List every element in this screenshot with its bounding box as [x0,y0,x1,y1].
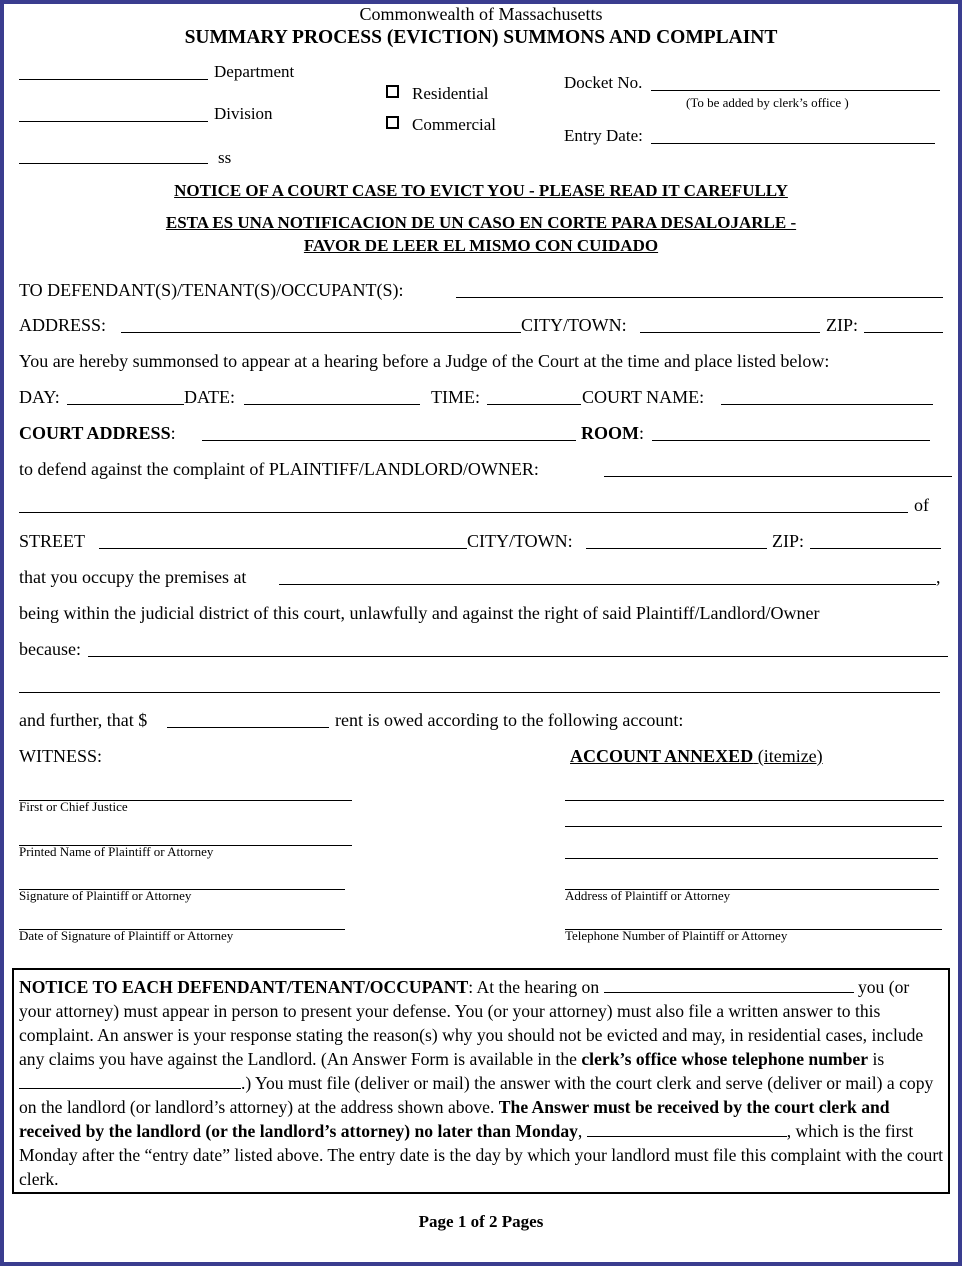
itemize-label: (itemize) [757,746,823,766]
notice-heading-english: NOTICE OF A COURT CASE TO EVICT YOU - PLEASE READ IT CAREFULLY [174,181,788,200]
plaintiff-line-2[interactable] [19,512,908,513]
city-label-2: CITY/TOWN: [467,531,573,551]
summoned-text: You are hereby summonsed to appear at a hearing before a Judge of the Court at the time and place listed below: [19,351,830,371]
rent-suffix: rent is owed according to the following account: [335,710,684,730]
commonwealth-heading: Commonwealth of Massachusetts [359,4,603,24]
city-label: CITY/TOWN: [521,315,627,335]
residential-option[interactable] [386,84,488,104]
form-title: SUMMARY PROCESS (EVICTION) SUMMONS AND COMPLAINT [184,27,778,48]
notice-box-clerk-office: clerk’s office whose telephone number [581,1049,869,1069]
witness-label: WITNESS: [19,746,102,766]
chief-justice-label: First or Chief Justice [19,799,128,814]
defendant-line[interactable] [456,297,943,298]
court-name-label: COURT NAME: [582,387,705,407]
ss-label: ss [218,148,232,167]
entry-date-label: Entry Date: [564,126,643,145]
hearing-date-blank[interactable] [604,976,854,993]
room-line[interactable] [652,440,930,441]
residential-label: Residential [412,84,489,103]
court-address-label: COURT ADDRESS [19,423,171,443]
street-label: STREET [19,531,85,551]
city-line-2[interactable] [586,548,767,549]
rent-amount-line[interactable] [167,727,329,728]
entry-date-line[interactable] [651,143,935,144]
city-line[interactable] [640,332,820,333]
because-line[interactable] [88,656,948,657]
premises-line[interactable] [279,584,936,585]
account-line-1[interactable] [565,800,944,801]
day-label: DAY: [19,387,60,407]
residential-checkbox[interactable] [386,85,399,98]
address-label: ADDRESS: [19,315,107,335]
notice-box-heading: NOTICE TO EACH DEFENDANT/TENANT/OCCUPANT [19,977,469,997]
zip-label: ZIP: [826,315,859,335]
docket-line[interactable] [651,90,940,91]
premises-comma: , [936,567,941,587]
date-signature-label: Date of Signature of Plaintiff or Attorney [19,928,234,943]
street-line[interactable] [99,548,467,549]
court-address-colon: : [170,423,176,443]
docket-label: Docket No. [564,73,643,92]
account-annexed-label: ACCOUNT ANNEXED [570,746,754,766]
address-line[interactable] [121,332,521,333]
notice-box [12,968,950,1194]
because-line-2[interactable] [19,692,940,693]
because-label: because: [19,639,81,659]
day-line[interactable] [67,404,184,405]
zip-line[interactable] [864,332,943,333]
room-colon: : [639,423,645,443]
signature-label: Signature of Plaintiff or Attorney [19,888,192,903]
commercial-label: Commercial [412,115,497,134]
plaintiff-line[interactable] [604,476,952,477]
notice-box-text-5: .) You must file (deliver or mail) the answer with the court clerk and serve (deliver or mail) a copy on the landlord (or landlord’s attorney) at the address shown above. [19,1073,934,1117]
notice-box-text-8: , which is the first Monday after the “entry date” listed above. The entry date is the day by which your landlord must file this complaint with the court clerk. [19,1121,944,1189]
plaintiff-telephone-label: Telephone Number of Plaintiff or Attorney [565,928,788,943]
rent-prefix: and further, that $ [19,710,148,730]
date-label: DATE: [184,387,235,407]
monday-date-blank[interactable] [587,1120,787,1137]
commercial-checkbox[interactable] [386,116,399,129]
time-label: TIME: [431,387,480,407]
defend-against-label: to defend against the complaint of PLAINTIFF/LANDLORD/OWNER: [19,459,539,479]
judicial-text: being within the judicial district of this court, unlawfully and against the right of said Plaintiff/Landlord/Owner [19,603,820,623]
account-annexed-heading [570,746,823,767]
printed-name-label: Printed Name of Plaintiff or Attorney [19,844,214,859]
notice-heading-spanish-1: ESTA ES UNA NOTIFICACION DE UN CASO EN CORTE PARA DESALOJARLE - [165,213,797,232]
page-number: Page 1 of 2 Pages [418,1212,544,1231]
court-name-line[interactable] [721,404,933,405]
room-label-group [581,423,644,444]
county-line[interactable] [19,163,208,164]
account-line-2[interactable] [565,826,942,827]
notice-box-deadline: The Answer must be received by the court clerk and received by the landlord (or the landlord’s attorney) no later than Monday [19,1097,890,1141]
notice-box-text-4: is [868,1049,885,1069]
room-label: ROOM [581,423,639,443]
of-label: of [914,495,929,515]
commercial-option[interactable] [386,115,496,135]
notice-box-text-7: , [577,1121,587,1141]
division-line[interactable] [19,121,208,122]
division-label: Division [214,104,273,123]
zip-label-2: ZIP: [772,531,805,551]
docket-note: (To be added by clerk’s office ) [686,95,849,110]
department-line[interactable] [19,79,208,80]
account-line-3[interactable] [565,858,938,859]
court-address-line[interactable] [202,440,576,441]
defendant-label: TO DEFENDANT(S)/TENANT(S)/OCCUPANT(S): [19,280,404,300]
zip-line-2[interactable] [810,548,941,549]
notice-box-text-1: : At the hearing on [468,977,604,997]
court-address-label-group [19,423,176,444]
notice-box-text-2: you (or your attorney) must appear in person to present your defense. You (or your attorney) must also file a written answer to this complaint. An answer is your response stating the reason(s) why you should not be evicted and may, in residential cases, include any claims you have against the Landlord. (An Answer Form is available in the [19,977,924,1069]
clerk-telephone-blank[interactable] [19,1072,241,1089]
notice-heading-spanish-2: FAVOR DE LEER EL MISMO CON CUIDADO [303,236,659,255]
time-line[interactable] [487,404,581,405]
department-label: Department [214,62,295,81]
occupy-label: that you occupy the premises at [19,567,247,587]
plaintiff-address-label: Address of Plaintiff or Attorney [565,888,731,903]
date-line[interactable] [244,404,420,405]
